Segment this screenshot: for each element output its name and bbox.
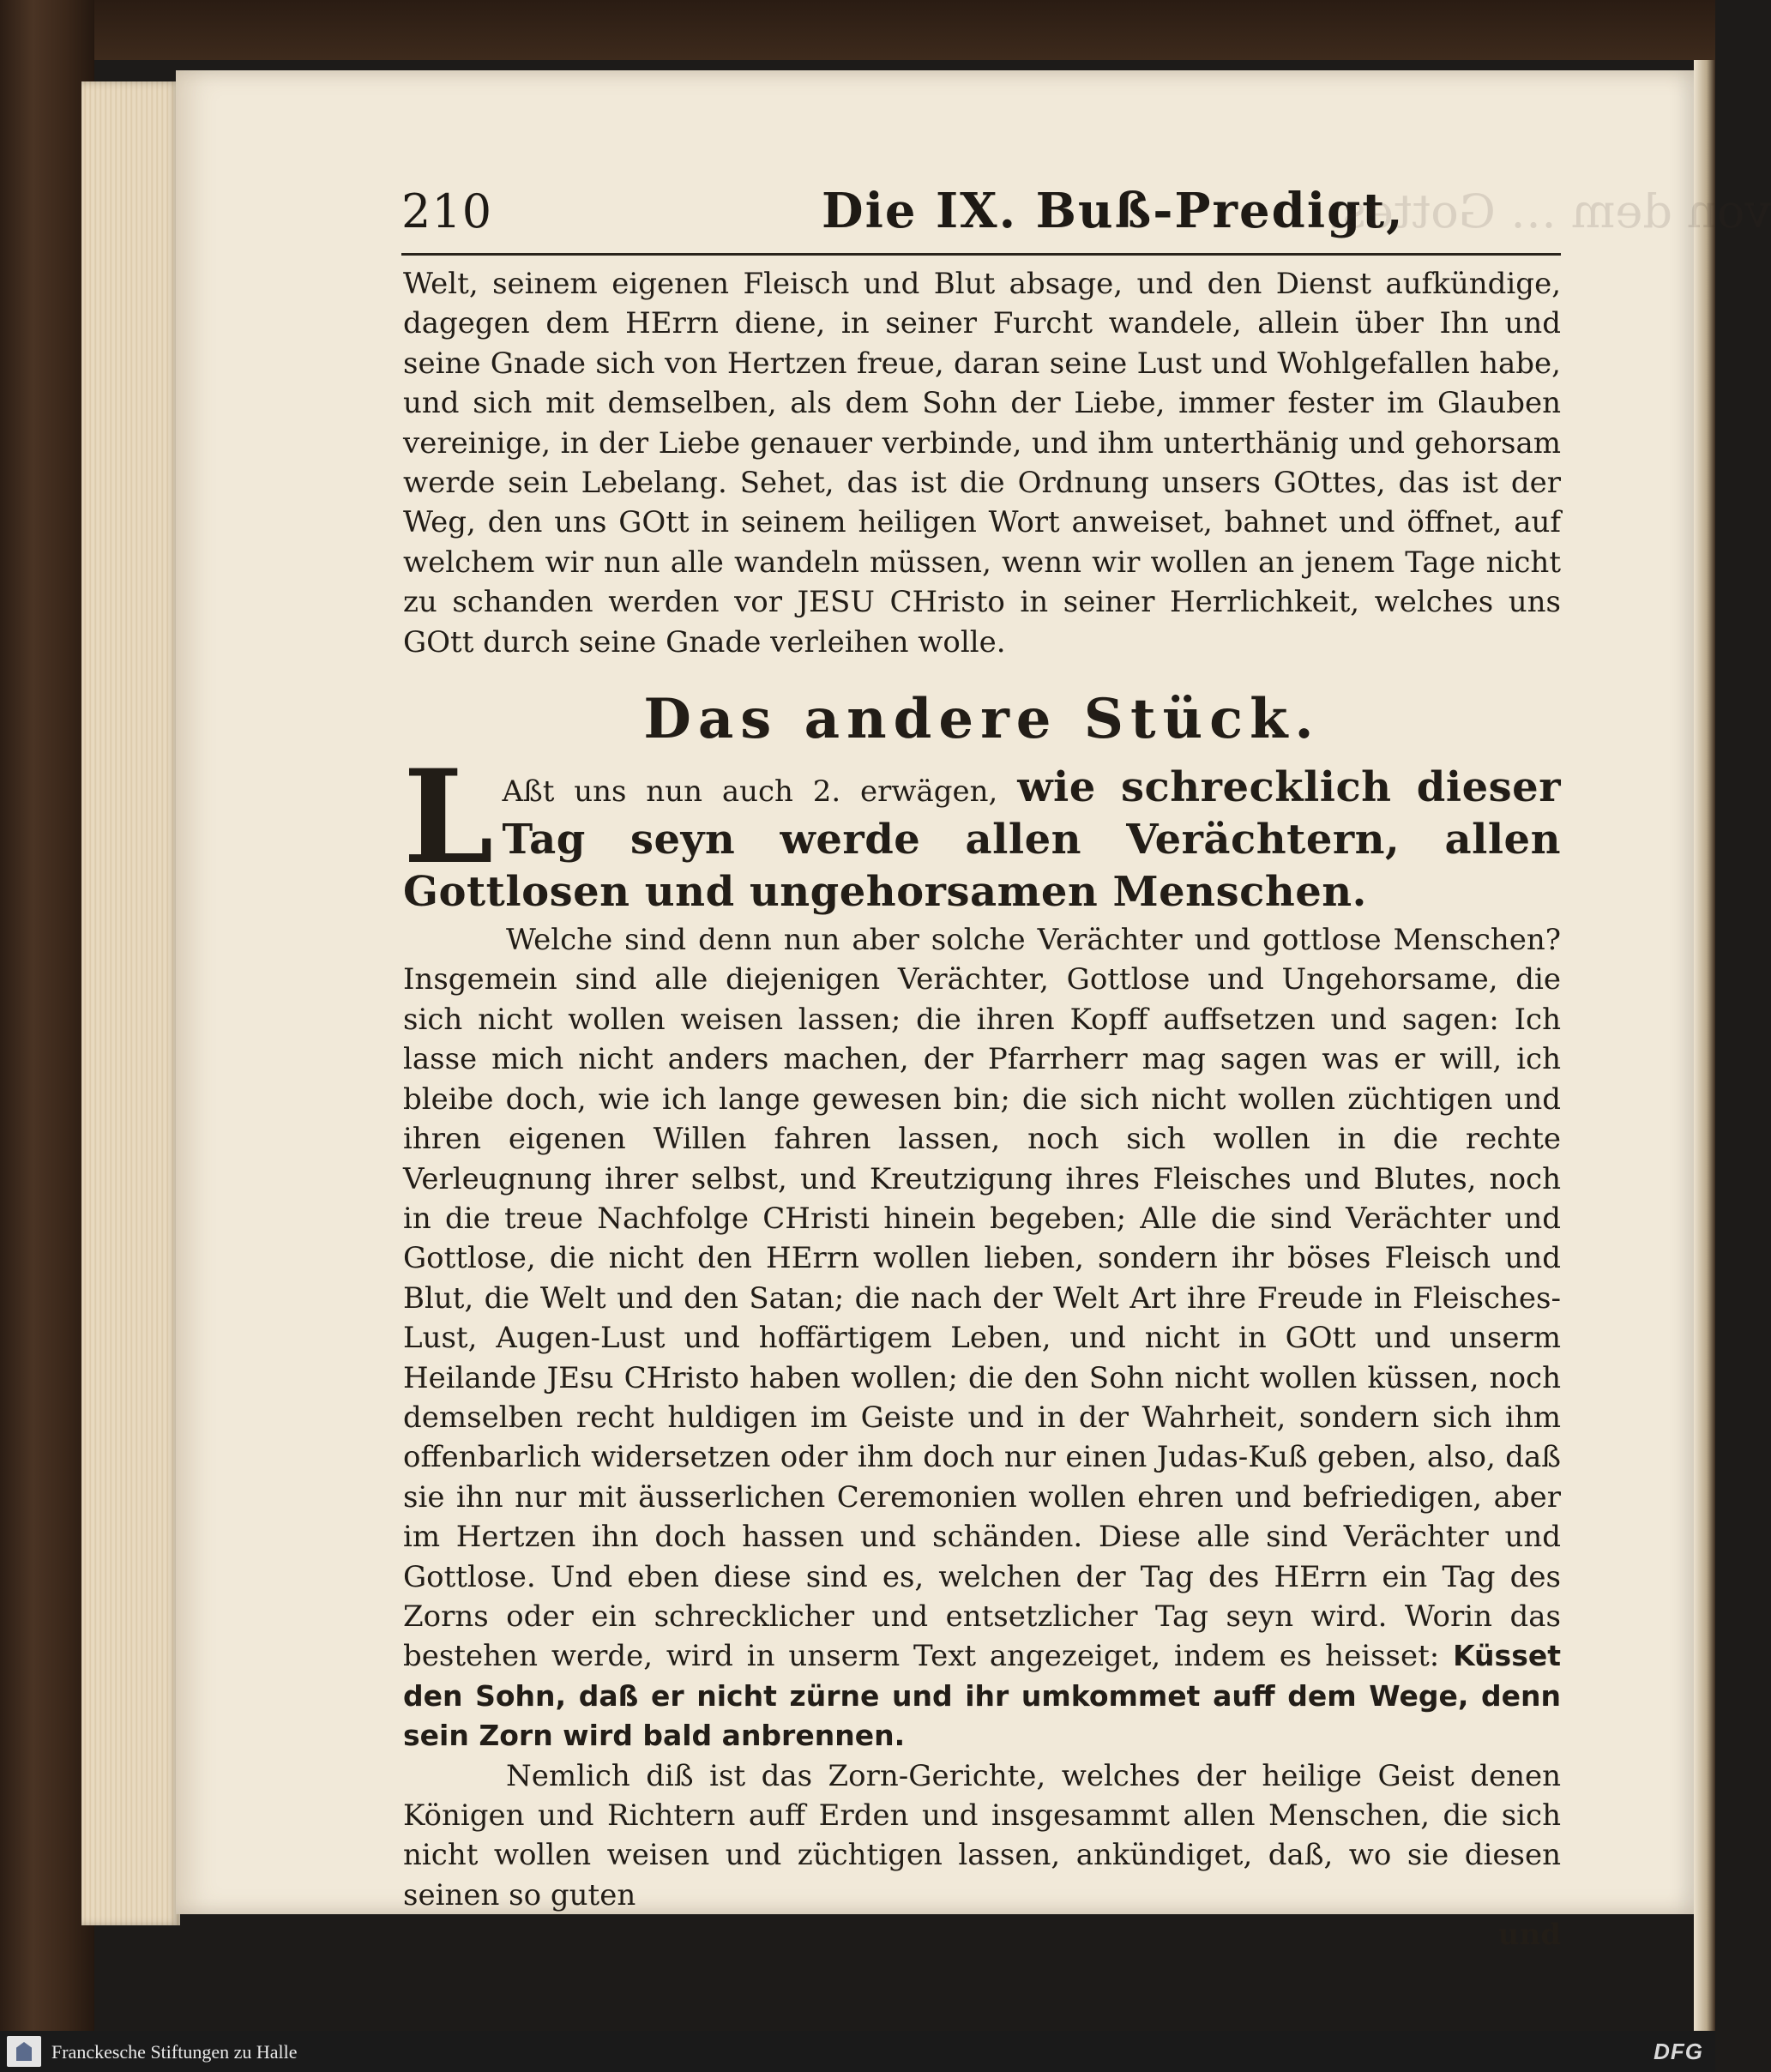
bleed-through-text: von dem … Gottes. xyxy=(1328,184,1771,238)
dfg-logo: DFG xyxy=(1654,2039,1703,2064)
page-header xyxy=(401,183,1771,253)
paragraph-zorn-gerichte: Nemlich diß ist das Zorn-Gerichte, welches der heilige Geist denen Königen und Richtern auff Erden und insgesammt allen Menschen, die sich nicht wollen weisen und züchtigen lassen, ankündiget, daß, wo sie diesen seinen so guten xyxy=(403,1758,1561,1912)
institution-logo-icon xyxy=(7,2036,41,2067)
scripture-quote: Küsset den Sohn, daß er nicht zürne und ihr umkommet auff dem Wege, denn sein Zorn wird bald anbrennen. xyxy=(403,1639,1561,1753)
paragraph-verachter xyxy=(403,920,1561,1756)
viewer-footer xyxy=(0,2031,1715,2072)
book-cover-top xyxy=(0,0,1715,60)
page-number: 210 xyxy=(401,184,493,238)
lead-emphasis: wie schrecklich dieser Tag seyn werde allen Verächtern, allen Gottlosen und ungehorsamen Menschen. xyxy=(403,763,1561,917)
section-heading: Das andere Stück. xyxy=(643,687,1321,752)
running-title: Die IX. Buß-Predigt, xyxy=(822,183,1405,239)
institution-name: Franckesche Stiftungen zu Halle xyxy=(51,2041,298,2063)
paragraph-verachter-text: Welche sind denn nun aber solche Verächter und gottlose Menschen? Insgemein sind alle diejenigen Verächter, Gottlose und Ungehorsame, die sich nicht wollen weisen lassen; die ihren Kopff auffsetzen und sagen: Ich lasse mich nicht anders machen, der Pfarrherr mag sagen was er will, ich bleibe doch, wie ich lange gewesen bin; die sich nicht wollen züchtigen und ihren eigenen Willen fahren lassen, noch sich wollen in die rechte Verleugnung ihrer selbst, und Kreutzigung ihres Fleisches und Blutes, noch in die treue Nachfolge CHristi hinein begeben; Alle die sind Verächter und Gottlose, die nicht den HErrn wollen lieben, sondern ihr böses Fleisch und Blut, die Welt und den Satan; die nach der Welt Art ihre Freude in Fleisches-Lust, Augen-Lust und hoffärtigem Leben, und nicht in GOtt und unserm Heilande JEsu CHristo haben wollen; die den Sohn nicht wollen küssen, noch demselben recht huldigen im Geiste und in der Wahrheit, sondern sich ihm offenbarlich widersetzen oder ihm doch nur einen Judas-Kuß geben, also, daß sie ihn nur mit äusserlichen Ceremonien wollen ehren und befriedigen, aber im Hertzen ihn doch hassen und schänden. Diese alle sind Verächter und Gottlose. Und eben diese sind es, welchen der Tag des HErrn ein Tag des Zorns oder ein schrecklicher und entsetzlicher Tag seyn wird. Worin das bestehen werde, wird in unserm Text angezeiget, indem es heisset: xyxy=(403,923,1561,1674)
header-rule xyxy=(401,253,1561,256)
book-cover-left xyxy=(0,0,94,2031)
catchword: und xyxy=(1497,1918,1561,1953)
page-edges xyxy=(81,81,180,1925)
page-body xyxy=(403,264,1561,1955)
paragraph-lead xyxy=(403,742,1561,920)
lead-text: Aßt uns nun auch 2. erwägen, xyxy=(502,774,998,810)
paragraph-continuation: Welt, seinem eigenen Fleisch und Blut absage, und den Dienst aufkündige, dagegen dem HErrn diene, in seiner Furcht wandele, allein über Ihn und seine Gnade sich von Hertzen freue, daran seine Lust und Wohlgefallen habe, und sich mit demselben, als dem Sohn der Liebe, immer fester im Glauben vereinige, in der Liebe genauer verbinde, und ihm unterthänig und gehorsam werde sein Lebelang. Sehet, das ist die Ordnung unsers GOttes, das ist der Weg, den uns GOtt in seinem heiligen Wort anweiset, bahnet und öffnet, auf welchem wir nun alle wandeln müssen, wenn wir wollen an jenem Tage nicht zu schanden werden vor JESU CHristo in seiner Herrlichkeit, welches uns GOtt durch seine Gnade verleihen wolle. xyxy=(403,267,1561,660)
facing-page-edge xyxy=(1694,60,1715,2031)
drop-cap: L xyxy=(403,742,494,894)
